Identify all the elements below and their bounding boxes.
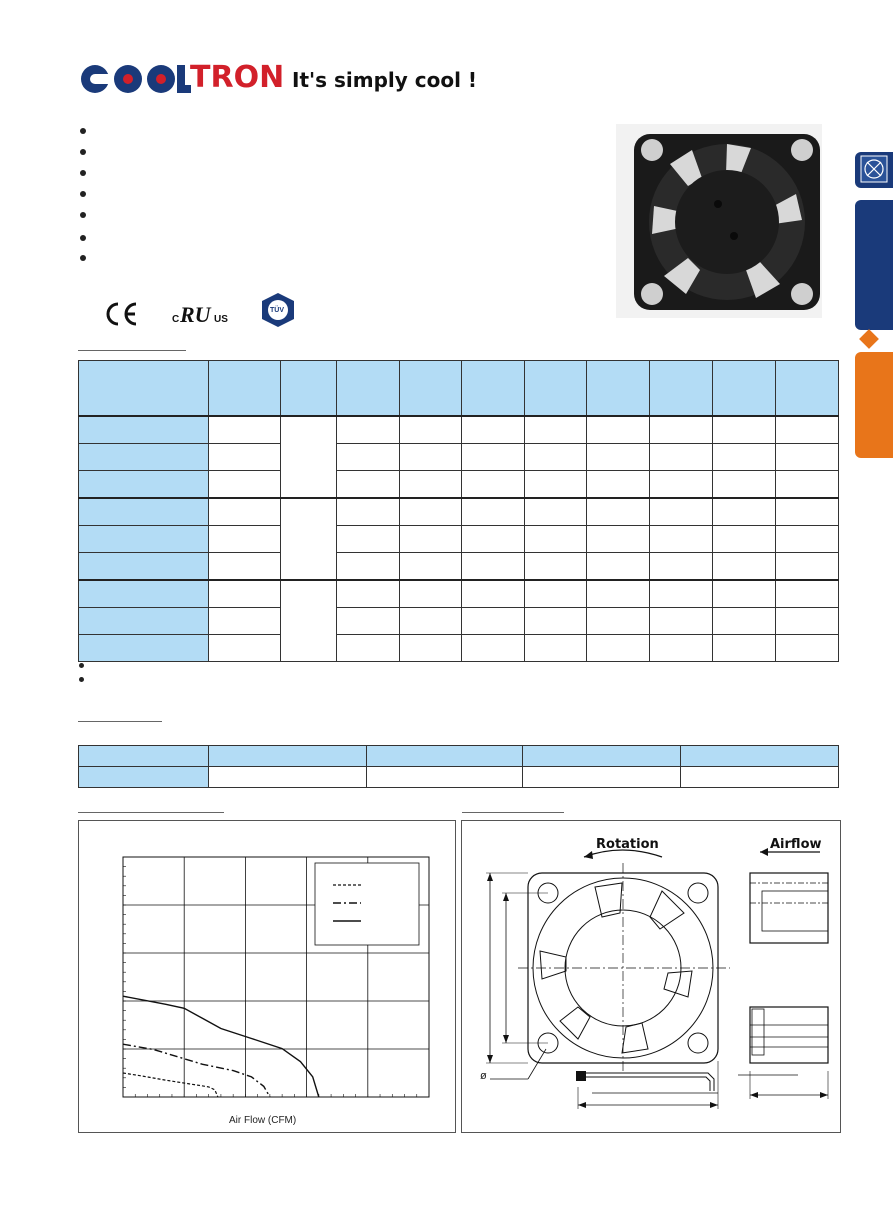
- option-section-rule: [78, 721, 162, 722]
- airflow-label: Airflow: [770, 837, 822, 852]
- option-table: [78, 745, 839, 788]
- table-cell: [462, 553, 525, 581]
- model-cell: [79, 608, 209, 635]
- feature-bullet: [80, 170, 86, 176]
- table-row: [79, 608, 839, 635]
- fan-photo-image: [616, 124, 822, 318]
- table-cell: [713, 444, 776, 471]
- tuv-mark-icon: [258, 292, 298, 328]
- table-row: [79, 416, 839, 444]
- option-header-cell: [208, 746, 366, 767]
- option-row: [79, 767, 839, 788]
- table-cell: [400, 526, 462, 553]
- side-tab-fan-icon[interactable]: [855, 152, 893, 188]
- model-cell: [79, 553, 209, 581]
- dimension-drawing-panel: [461, 820, 841, 1133]
- table-cell: [650, 444, 713, 471]
- table-row: [79, 553, 839, 581]
- table-cell: [525, 580, 587, 608]
- feature-bullet: [80, 191, 86, 197]
- table-cell: [400, 608, 462, 635]
- table-cell: [462, 498, 525, 526]
- table-cell: [776, 498, 839, 526]
- table-cell: [650, 526, 713, 553]
- model-cell: [79, 498, 209, 526]
- product-photo: [616, 124, 822, 318]
- chart-section-rule: [78, 812, 224, 813]
- svg-text:C: C: [172, 314, 180, 325]
- table-header-cell: [337, 361, 400, 417]
- table-header-cell: [713, 361, 776, 417]
- table-cell: [713, 608, 776, 635]
- certification-logos: [100, 294, 320, 328]
- performance-chart-panel: [78, 820, 456, 1133]
- table-header-cell: [462, 361, 525, 417]
- table-cell: [337, 444, 400, 471]
- table-cell: [209, 553, 281, 581]
- table-cell: [525, 553, 587, 581]
- table-cell: [713, 553, 776, 581]
- table-cell: [209, 416, 281, 444]
- table-cell: [525, 471, 587, 499]
- table-cell: [337, 635, 400, 662]
- table-cell: [587, 635, 650, 662]
- table-cell: [587, 471, 650, 499]
- rotation-arrow: [584, 850, 662, 857]
- table-cell: [713, 526, 776, 553]
- option-header-row: [79, 746, 839, 767]
- table-cell: [776, 444, 839, 471]
- table-cell: [209, 608, 281, 635]
- spec-section-rule: [78, 350, 186, 351]
- table-cell: [525, 416, 587, 444]
- table-cell: [337, 498, 400, 526]
- table-cell: [650, 608, 713, 635]
- table-header-cell: [525, 361, 587, 417]
- model-cell: [79, 444, 209, 471]
- table-cell: [776, 416, 839, 444]
- table-cell: [713, 635, 776, 662]
- table-cell: [650, 580, 713, 608]
- series-line-solid: [123, 996, 319, 1097]
- side-tab-orange[interactable]: [855, 352, 893, 458]
- table-cell: [209, 444, 281, 471]
- table-cell: [462, 444, 525, 471]
- svg-text:RU: RU: [180, 302, 211, 327]
- diamond-marker-icon: [859, 329, 879, 349]
- rotation-label: Rotation: [596, 837, 659, 852]
- voltage-cell: [281, 580, 337, 662]
- feature-bullet: [80, 255, 86, 261]
- table-cell: [587, 553, 650, 581]
- model-cell: [79, 580, 209, 608]
- table-row: [79, 471, 839, 499]
- table-cell: [400, 553, 462, 581]
- table-cell: [462, 471, 525, 499]
- note-bullet: [79, 677, 84, 682]
- table-cell: [400, 498, 462, 526]
- option-header-cell: [79, 746, 209, 767]
- table-cell: [587, 580, 650, 608]
- option-header-cell: [523, 746, 681, 767]
- table-cell: [776, 553, 839, 581]
- model-cell: [79, 416, 209, 444]
- note-bullet: [79, 663, 84, 668]
- option-cell: [523, 767, 681, 788]
- table-cell: [776, 471, 839, 499]
- table-cell: [713, 580, 776, 608]
- option-label-cell: [79, 767, 209, 788]
- option-cell: [208, 767, 366, 788]
- table-cell: [525, 608, 587, 635]
- table-cell: [650, 416, 713, 444]
- slogan: It's simply cool !: [292, 68, 478, 92]
- table-cell: [713, 416, 776, 444]
- table-cell: [400, 580, 462, 608]
- table-cell: [713, 498, 776, 526]
- diameter-symbol: ø: [480, 1070, 487, 1082]
- table-cell: [650, 498, 713, 526]
- fan-dimension-drawing: [462, 821, 840, 1132]
- svg-text:TÜV: TÜV: [270, 307, 284, 314]
- ce-mark-icon: [104, 300, 144, 330]
- table-cell: [400, 471, 462, 499]
- table-row: [79, 498, 839, 526]
- table-cell: [400, 444, 462, 471]
- table-cell: [587, 416, 650, 444]
- table-header-cell: [79, 361, 209, 417]
- table-cell: [400, 635, 462, 662]
- model-cell: [79, 526, 209, 553]
- table-cell: [337, 416, 400, 444]
- feature-bullet: [80, 128, 86, 134]
- series-line-dashed-long: [123, 1044, 270, 1097]
- table-cell: [587, 526, 650, 553]
- table-cell: [525, 444, 587, 471]
- table-header-cell: [776, 361, 839, 417]
- specification-table: [78, 360, 839, 662]
- option-cell: [366, 767, 523, 788]
- ul-mark-icon: [170, 300, 240, 330]
- table-cell: [525, 526, 587, 553]
- table-cell: [776, 635, 839, 662]
- table-cell: [337, 553, 400, 581]
- drawing-section-rule: [462, 812, 564, 813]
- table-cell: [776, 580, 839, 608]
- table-cell: [209, 635, 281, 662]
- feature-bullet: [80, 149, 86, 155]
- chart-xlabel: Air Flow (CFM): [229, 1115, 297, 1126]
- table-row: [79, 526, 839, 553]
- table-cell: [337, 608, 400, 635]
- table-cell: [587, 444, 650, 471]
- table-header-cell: [281, 361, 337, 417]
- performance-chart: [79, 821, 455, 1132]
- table-cell: [337, 526, 400, 553]
- table-cell: [650, 553, 713, 581]
- table-cell: [525, 635, 587, 662]
- option-cell: [681, 767, 839, 788]
- table-cell: [713, 471, 776, 499]
- feature-bullet: [80, 212, 86, 218]
- table-cell: [209, 498, 281, 526]
- side-view-bottom: [750, 1007, 828, 1063]
- table-cell: [587, 498, 650, 526]
- table-cell: [776, 526, 839, 553]
- table-cell: [462, 580, 525, 608]
- table-cell: [650, 471, 713, 499]
- table-cell: [209, 526, 281, 553]
- voltage-cell: [281, 498, 337, 580]
- model-cell: [79, 635, 209, 662]
- series-line-dashed-short: [123, 1073, 218, 1097]
- feature-bullet: [80, 235, 86, 241]
- table-row: [79, 635, 839, 662]
- option-header-cell: [681, 746, 839, 767]
- table-header-cell: [209, 361, 281, 417]
- table-cell: [587, 608, 650, 635]
- brand-logo: [78, 60, 478, 96]
- table-header-row: [79, 361, 839, 417]
- fan-icon: [855, 152, 893, 188]
- voltage-cell: [281, 416, 337, 498]
- side-tab-blue[interactable]: [855, 200, 893, 330]
- legend-box: [315, 863, 419, 945]
- table-row: [79, 444, 839, 471]
- table-cell: [462, 416, 525, 444]
- table-cell: [337, 580, 400, 608]
- ul-us-label: US: [214, 314, 228, 325]
- table-cell: [462, 608, 525, 635]
- table-header-cell: [650, 361, 713, 417]
- option-header-cell: [366, 746, 523, 767]
- table-cell: [462, 635, 525, 662]
- table-cell: [525, 498, 587, 526]
- table-cell: [462, 526, 525, 553]
- table-cell: [400, 416, 462, 444]
- table-cell: [776, 608, 839, 635]
- table-cell: [337, 471, 400, 499]
- table-header-cell: [400, 361, 462, 417]
- model-cell: [79, 471, 209, 499]
- table-row: [79, 580, 839, 608]
- table-header-cell: [587, 361, 650, 417]
- table-cell: [650, 635, 713, 662]
- table-cell: [209, 471, 281, 499]
- brand-tron-text: TRON: [190, 60, 285, 95]
- table-cell: [209, 580, 281, 608]
